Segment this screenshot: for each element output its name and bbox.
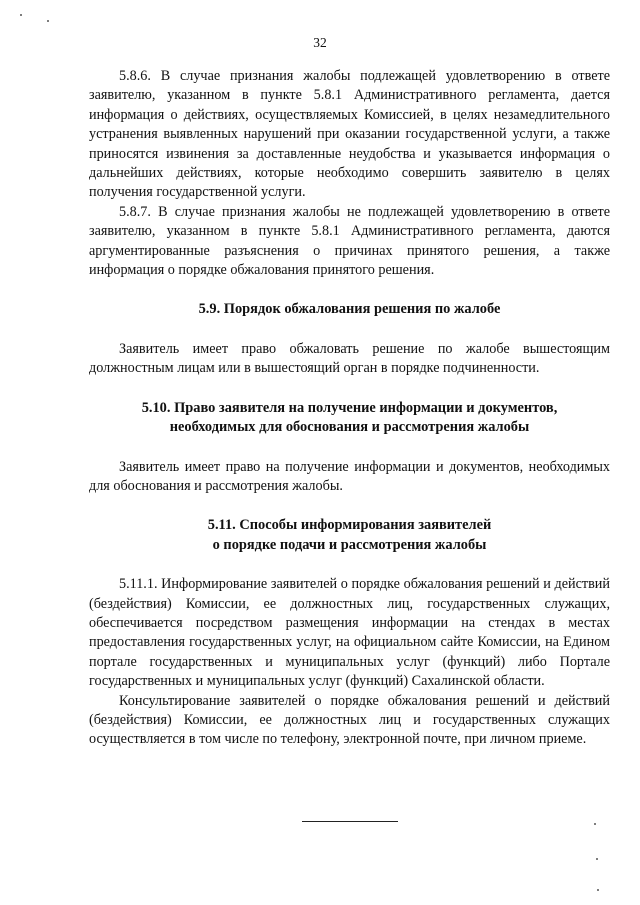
scan-speck	[596, 858, 598, 860]
scan-speck	[20, 14, 22, 16]
scan-speck	[594, 823, 596, 825]
scan-speck	[47, 20, 49, 22]
heading-line: 5.9. Порядок обжалования решения по жалобе	[198, 301, 501, 318]
section-heading-5-11	[89, 516, 610, 555]
document-body	[89, 67, 610, 750]
heading-line: необходимых для обоснования и рассмотрения жалобы	[169, 419, 530, 436]
paragraph-consulting: Консультирование заявителей о порядке обжалования решений и действий (бездействия) Комиссии, ее должностных лиц и государственных служащих осуществляется в том числе по телефону, электронной почте, при личном приеме.	[89, 692, 610, 748]
scan-speck	[597, 889, 599, 891]
paragraph-info-right: Заявитель имеет право на получение информации и документов, необходимых для обоснования и рассмотрения жалобы.	[89, 458, 610, 494]
heading-line: 5.11. Способы информирования заявителей	[207, 517, 492, 534]
paragraph-5-11-1: 5.11.1. Информирование заявителей о порядке обжалования решений и действий (бездействия) Комиссии, ее должностных лиц, государственных служащих, обеспечивается посредством размещения информации на стендах в местах предоставления государственных услуг, на официальном сайте Комиссии, на Едином портале государственных и муниципальных услуг (функций) либо Портале государственных и муниципальных услуг (функций) Сахалинской области.	[89, 576, 610, 690]
paragraph-5-8-6: 5.8.6. В случае признания жалобы подлежащей удовлетворению в ответе заявителю, указанном в пункте 5.8.1 Административного регламента, дается информация о действиях, осуществляемых Комиссией, в целях незамедлительного устранения выявленных нарушений при оказании государственной услуги, а также приносятся извинения за доставленные неудобства и указывается информация о дальнейших действиях, которые необходимо совершить заявителю в целях получения государственной услуги.	[89, 68, 610, 201]
paragraph-appeal-right: Заявитель имеет право обжаловать решение по жалобе вышестоящим должностным лицам или в вышестоящий орган в порядке подчиненности.	[89, 340, 610, 377]
section-heading-5-9	[89, 300, 610, 319]
end-divider-line	[302, 821, 398, 822]
paragraph-5-8-7: 5.8.7. В случае признания жалобы не подлежащей удовлетворению в ответе заявителю, указанном в пункте 5.8.1 Административного регламента, даются аргументированные разъяснения о причинах принятого решения, а также информация о порядке обжалования принятого решения.	[89, 203, 610, 279]
page-number: 32	[313, 35, 327, 50]
section-heading-5-10	[89, 399, 610, 438]
heading-line: 5.10. Право заявителя на получение информации и документов,	[141, 399, 558, 416]
heading-line: о порядке подачи и рассмотрения жалобы	[212, 536, 487, 553]
